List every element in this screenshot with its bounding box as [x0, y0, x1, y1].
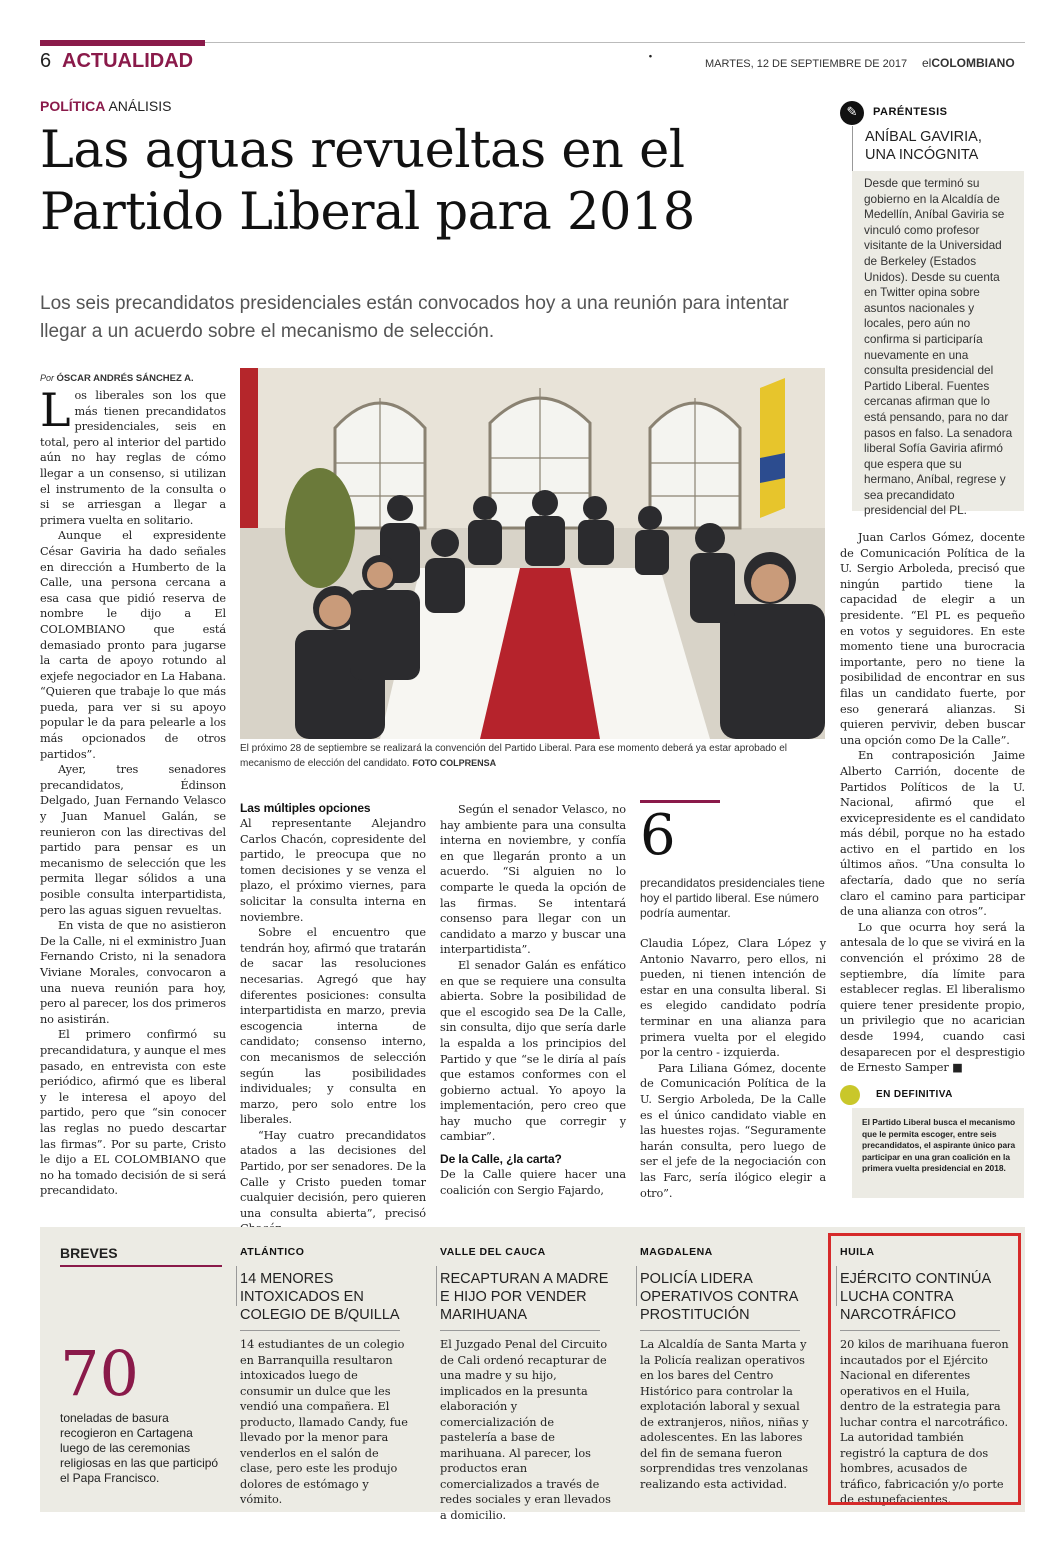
photo-caption [240, 742, 825, 771]
print-dot: · [648, 49, 653, 65]
photo-credit: FOTO COLPRENSA [412, 758, 497, 768]
breves-number: 70 [60, 1337, 139, 1410]
brief-divider [640, 1330, 800, 1331]
headline: Las aguas revueltas en el Partido Liberal para 2018 [40, 121, 695, 242]
byline-author: ÓSCAR ANDRÉS SÁNCHEZ A. [56, 373, 194, 384]
brief-magdalena[interactable] [636, 1246, 811, 1492]
meeting-photo [240, 368, 825, 739]
page-number: 6 [40, 50, 52, 72]
issue-date: MARTES, 12 DE SEPTIEMBRE DE 2017 [705, 58, 908, 70]
stat-text: precandidatos presidenciales tiene hoy el partido liberal. Ese número podría aumentar. [640, 876, 825, 920]
brief-title: RECAPTURAN A MADRE E HIJO POR VENDER MARIHUANA [440, 1271, 609, 1323]
brief-body: 20 kilos de marihuana fueron incautados por el Ejército Nacional en diferentes operativos en el Huila, dentro de la estrategia para luchar contra el narcotráfico. La autoridad también registró la captura de dos hombres, acusados de tráfico, fabricación y/o porte de estupefacientes. [840, 1338, 1009, 1506]
dek: Los seis precandidatos presidenciales están convocados hoy a una reunión para intentar llegar a un acuerdo sobre el mecanismo de selección. [40, 293, 789, 342]
article-column-3 [440, 802, 626, 1198]
brief-atlantico[interactable] [236, 1246, 411, 1508]
kicker-section: POLÍTICA [40, 98, 106, 114]
brief-divider [240, 1330, 400, 1331]
paragraph: Aunque el expresidente César Gaviria ha dado señales en dirección a Humberto de la Calle, una persona cercana a esa casa que pidió reserva de nombre le dijo a El COLOMBIANO que está demasiado pronto para jugarse la carta de apoyo rotundo al exjefe negociador en La Habana. “Quieren que trabaje lo que más pueda, para ver si su apoyo popular le da para pelearle a los más opcionados de otros partidos”. [40, 529, 226, 761]
paragraph: Lo que ocurra hoy será la antesala de lo que se vivirá en la convención el próximo 28 de septiembre, día límite para establecer reglas. El liberalismo quiere tener presidente propio, un privilegio que no acarician desde 1994, cuando casi desaparecen por el desprestigio de Ernesto Samper ■ [840, 920, 1025, 1075]
parentesis-body: Desde que terminó su gobierno en la Alcaldía de Medellín, Aníbal Gaviria se vinculó como profesor visitante de la Universidad de Berkeley (Estados Unidos). Desde su cuenta en Twitter opina sobre asuntos nacionales y locales, pero aún no confirma si participaría nuevamente en una consulta presidencial del Partido Liberal. Fuentes cercanas afirman que lo está pensando, para no dar pasos en falso. La senadora liberal Sofía Gaviria afirmó que espera que su hermano, Aníbal, regrese y sea precandidato presidencial del PL. [864, 176, 1013, 518]
brief-region: VALLE DEL CAUCA [440, 1246, 546, 1258]
brief-body: La Alcaldía de Santa Marta y la Policía realizan operativos en los bares del Centro Histórico para controlar la explotación laboral y sexual de extranjeros, niños, niñas y adolescentes. En las labores del fin de semana fueron sorprendidas tres venzolanas realizando esta actividad. [640, 1338, 809, 1491]
paragraph: De la Calle quiere hacer una coalición con Sergio Fajardo, [440, 1168, 626, 1197]
definitiva-icon [840, 1085, 860, 1105]
definitiva-label: EN DEFINITIVA [876, 1089, 953, 1100]
breves-number-text: toneladas de basura recogieron en Cartagena luego de las ceremonias religiosas en las que participó el Papa Francisco. [60, 1411, 219, 1485]
brief-region: MAGDALENA [640, 1246, 713, 1258]
brief-rule [236, 1266, 237, 1306]
logo-name: COLOMBIANO [931, 56, 1015, 70]
brief-title: POLICÍA LIDERA OPERATIVOS CONTRA PROSTITUCIÓN [640, 1271, 798, 1323]
paragraph: Según el senador Velasco, no hay ambiente para una consulta interna en noviembre, y confía en que llegarán pronto a un acuerdo. “Si alguien no lo comparte le queda la opción de las firmas. Se intentará consenso para llegar con un candidato a marzo y buscar una interpartidista”. [440, 803, 626, 957]
article-photo[interactable] [240, 368, 825, 739]
paragraph: Sobre el encuentro que tendrán hoy, afirmó que tratarán de sacar las resoluciones necesarias. Agregó que hay diferentes posiciones: consulta interpartidista en marzo, previa escogencia interna de candidato; consenso interno, con mecanismos de selección según las posibilidades individuales; y consulta en marzo, pero solo entre los liberales. [240, 926, 426, 1127]
brief-title: EJÉRCITO CONTINÚA LUCHA CONTRA NARCOTRÁFICO [840, 1271, 991, 1323]
definitiva-body: El Partido Liberal busca el mecanismo que le permita escoger, entre seis precandidatos, el aspirante único para participar en una gran coalición en la primera vuelta presidencial en 2018. [862, 1117, 1016, 1173]
paragraph: Claudia López, Clara López y Antonio Navarro, pero ellos, ni pueden, ni tienen intención de estar en una consulta liberal. Si es elegido candidato podría terminar en una alianza para primera vuelta por el elegido por la centro - izquierda. [640, 937, 826, 1060]
newspaper-logo[interactable] [922, 56, 1015, 70]
parentesis-rule [852, 126, 853, 171]
paragraph: Los liberales son los que más tienen precandidatos presidenciales, seis en total, pero al interior del partido aún no hay reglas de cómo llegar a un consenso, si utilizan el instrumento de la consulta o si se arriesgan a llegar a primera vuelta en solitario. [40, 383, 226, 527]
stat-number: 6 [640, 803, 676, 868]
end-mark: ■ [952, 1061, 963, 1075]
brief-region: ATLÁNTICO [240, 1246, 305, 1258]
paragraph: Al representante Alejandro Carlos Chacón, copresidente del partido, le preocupa que no tomen decisiones y se venza el plazo, el próximo viernes, para solicitar la consulta interna en noviembre. [240, 817, 426, 924]
brief-body: El Juzgado Penal del Circuito de Cali ordenó recapturar de una madre y su hijo, implicados en la presunta elaboración y comercialización de pastelería a base de marihuana. Al parecer, los productos eran comercializados a través de redes sociales y eran llevados a domicilio. [440, 1338, 611, 1522]
brief-body: 14 estudiantes de un colegio en Barranquilla resultaron intoxicados luego de consumir un dulce que les vendió una compañera. El producto, llamado Candy, fue llevado por la menor para venderlos en el salón de clase, pero este les produjo dolores de estómago y vómito. [240, 1338, 408, 1506]
breves-rule [60, 1265, 222, 1267]
article-column-4 [640, 936, 826, 1201]
brief-valle-del-cauca[interactable] [436, 1246, 611, 1523]
article-column-5 [840, 530, 1025, 1076]
paragraph: “Hay cuatro precandidatos atados a las decisiones del Partido, por ser senadores. De la Calle y Cristo pueden tomar cualquier decisión, pero quieren una consulta abierta”, precisó [240, 1128, 426, 1220]
parentesis-title: ANÍBAL GAVIRIA, UNA INCÓGNITA [865, 129, 982, 163]
paragraph: Ayer, tres senadores precandidatos, Édinson Delgado, Juan Fernando Velasco y Juan Manuel Galán, se reunieron con las directivas del partido para pensar es un mecanismo de selección que les permita llegar sólidos a una posible consulta interpartidista, pero las aguas siguen revueltas. [40, 763, 226, 917]
pin-icon: ✎ [840, 101, 864, 125]
subhead: De la Calle, ¿la carta? [440, 1152, 562, 1167]
parentesis-label: PARÉNTESIS [873, 106, 948, 118]
brief-rule [636, 1266, 637, 1306]
paragraph: En contraposición Jaime Alberto Carrión, docente de Partidos Políticos de la U. Nacional, afirmó que el exvicepresidente es el candidato más débil, porque no ha estado activo en el partido en los últimos años. “Una consulta lo afectaría, dado que no sería claro el camino para participar de una alianza con otros”. [840, 749, 1025, 919]
paragraph: Para Liliana Gómez, docente de Comunicación Política de la U. Sergio Arboleda, De la Calle es el único candidato viable en las huestes rojas. “Seguramente harán consulta, pero luego de ser el jefe de la negociación con las Farc, sería ilógico elegir a otro”. [640, 1061, 826, 1200]
brief-divider [440, 1330, 600, 1331]
byline-prefix: Por [40, 373, 55, 383]
caption-text: El próximo 28 de septiembre se realizará la convención del Partido Liberal. Para ese momento deberá ya estar aprobado el mecanismo de elección del candidato. [240, 743, 787, 769]
article-column-2 [240, 800, 426, 1237]
subhead: Las múltiples opciones [240, 801, 371, 815]
section-name[interactable]: ACTUALIDAD [62, 50, 194, 72]
paragraph: El senador Galán es enfático en que se requiere una consulta abierta. Sobre la posibilidad de que el escogido sea De la Calle, sin consulta, dijo que sería darle la espalda a los principios del Partido y que “se le diría al país que estamos conformes con el gobierno actual. Yo apoyo la implementación, pero creo que hay mucho que corregir y cambiar”. [440, 958, 626, 1144]
highlight-box [828, 1233, 1021, 1505]
kicker-type: ANÁLISIS [108, 98, 172, 114]
brief-title: 14 MENORES INTOXICADOS EN COLEGIO DE B/QUILLA [240, 1271, 400, 1323]
paragraph: Juan Carlos Gómez, docente de Comunicación Política de la U. Sergio Arboleda, precisó que ningún partido tiene la capacidad de elegir a un presidente. “El PL es pequeño en votos y seguidores. En este momento tiene una burocracia importante, pero no tiene la posibilidad de encontrar en sus filas un candidato fuerte, por eso generará alianzas. Si quieren pervivir, deben buscar una opción como De la Calle”. [840, 531, 1025, 747]
paragraph: El primero confirmó su precandidatura, y aunque el mes pasado, en entrevista con este periódico, afirmó que es liberal y le interesa el apoyo del partido, pero que “sin conocer las reglas no puedo descartar las firmas”. Por su parte, Cristo le dijo a EL COLOMBIANO que no ha tomado decisión de si será precandidato. [40, 1028, 226, 1198]
brief-region: HUILA [840, 1246, 875, 1258]
paragraph: En vista de que no asistieron De la Calle, ni el exministro Juan Fernando Cristo, ni la senadora Viviane Morales, convocaron a una nueva reunión para hoy, pero al parecer, los dos primeros no asistirán. [40, 919, 226, 1026]
section-accent-bar [40, 40, 205, 46]
article-column-1 [40, 383, 226, 1199]
logo-prefix: el [922, 56, 932, 70]
breves-title: BREVES [60, 1245, 118, 1261]
drop-cap: L [40, 383, 71, 437]
brief-rule [436, 1266, 437, 1306]
kicker [40, 98, 172, 114]
